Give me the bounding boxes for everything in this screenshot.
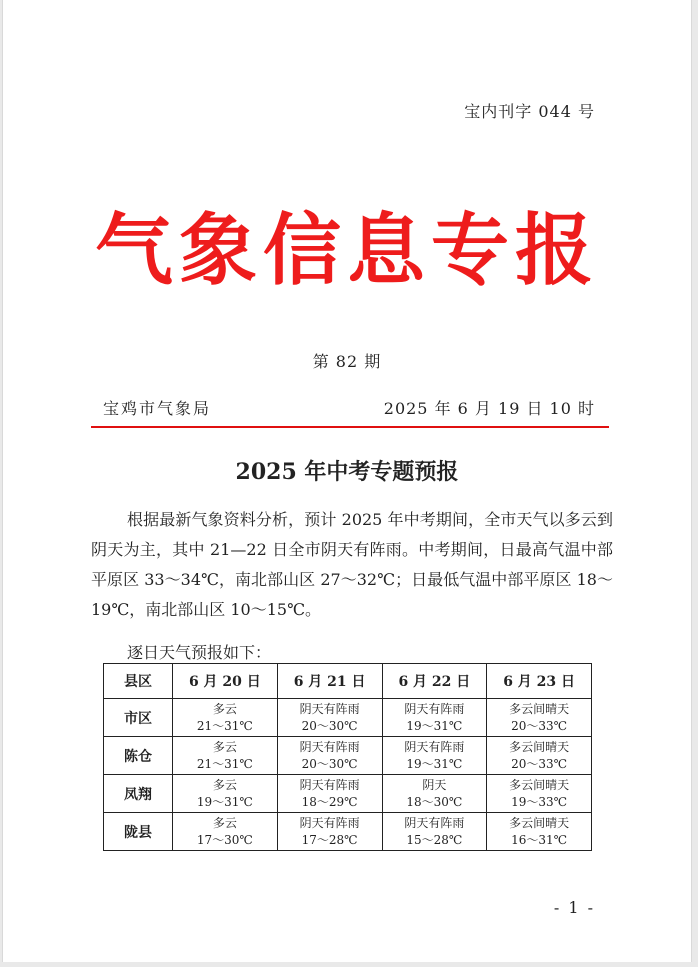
forecast-cell [487,775,592,813]
weather-text: 多云 [212,777,237,792]
weather-text: 多云间晴天 [509,739,570,754]
temperature-text: 19～31℃ [406,718,463,733]
temperature-text: 15～28℃ [406,832,463,847]
forecast-cell [173,813,278,851]
county-cell: 市区 [104,699,173,737]
table-row [104,737,592,775]
masthead-title: 气象信息专报 [94,205,599,296]
weather-text: 多云 [212,815,237,830]
weather-text: 阴天有阵雨 [299,701,360,716]
temperature-text: 18～30℃ [406,794,463,809]
weather-text: 阴天 [422,777,447,792]
issuer: 宝鸡市气象局 [103,399,212,418]
forecast-cell [277,775,382,813]
weather-text: 多云间晴天 [509,777,570,792]
temperature-text: 21～31℃ [196,718,253,733]
table-row [104,775,592,813]
forecast-cell [277,813,382,851]
forecast-table [103,663,592,851]
table-intro: 逐日天气预报如下： [127,643,272,662]
temperature-text: 20～30℃ [301,718,358,733]
issue-date: 2025 年 6 月 19 日 10 时 [383,399,595,418]
forecast-cell [173,699,278,737]
body-paragraph: 根据最新气象资料分析，预计 2025 年中考期间，全市天气以多云到阴天为主，其中 21—22 日全市阴天有阵雨。中考期间，日最高气温中部平原区 33～34℃，南北部山区 27～32℃；日最低气温中部平原区 18～19℃，南北部山区 10～15℃。 [91,510,613,619]
weather-text: 阴天有阵雨 [299,777,360,792]
forecast-cell [487,699,592,737]
forecast-cell [277,737,382,775]
weather-text: 多云 [212,739,237,754]
table-row [104,813,592,851]
weather-text: 阴天有阵雨 [299,739,360,754]
page-number: - 1 - [553,898,595,917]
forecast-cell [382,737,487,775]
document-title: 2025 年中考专题预报 [235,459,459,485]
forecast-cell [382,699,487,737]
document-page [2,0,692,962]
forecast-cell [487,813,592,851]
temperature-text: 19～31℃ [406,756,463,771]
weather-text: 阴天有阵雨 [404,701,465,716]
temperature-text: 20～33℃ [511,718,568,733]
forecast-cell [277,699,382,737]
temperature-text: 19～31℃ [196,794,253,809]
weather-text: 阴天有阵雨 [299,815,360,830]
forecast-cell [382,775,487,813]
issue-number: 第 82 期 [312,352,382,371]
weather-text: 多云间晴天 [509,815,570,830]
weather-text: 多云间晴天 [509,701,570,716]
weather-text: 多云 [212,701,237,716]
table-row [104,699,592,737]
header-day: 6 月 21 日 [277,664,382,699]
weather-text: 阴天有阵雨 [404,815,465,830]
temperature-text: 20～33℃ [511,756,568,771]
temperature-text: 21～31℃ [196,756,253,771]
header-day: 6 月 22 日 [382,664,487,699]
header-day: 6 月 23 日 [487,664,592,699]
header-day: 6 月 20 日 [173,664,278,699]
red-divider [91,426,609,428]
forecast-cell [382,813,487,851]
temperature-text: 17～28℃ [301,832,358,847]
weather-text: 阴天有阵雨 [404,739,465,754]
county-cell: 陈仓 [104,737,173,775]
forecast-cell [173,775,278,813]
temperature-text: 19～33℃ [511,794,568,809]
document-number: 宝内刊字 044 号 [464,102,595,121]
county-cell: 凤翔 [104,775,173,813]
forecast-cell [173,737,278,775]
temperature-text: 18～29℃ [301,794,358,809]
header-county: 县区 [104,664,173,699]
temperature-text: 16～31℃ [511,832,568,847]
table-header-row [104,664,592,699]
forecast-cell [487,737,592,775]
county-cell: 陇县 [104,813,173,851]
temperature-text: 17～30℃ [196,832,253,847]
temperature-text: 20～30℃ [301,756,358,771]
